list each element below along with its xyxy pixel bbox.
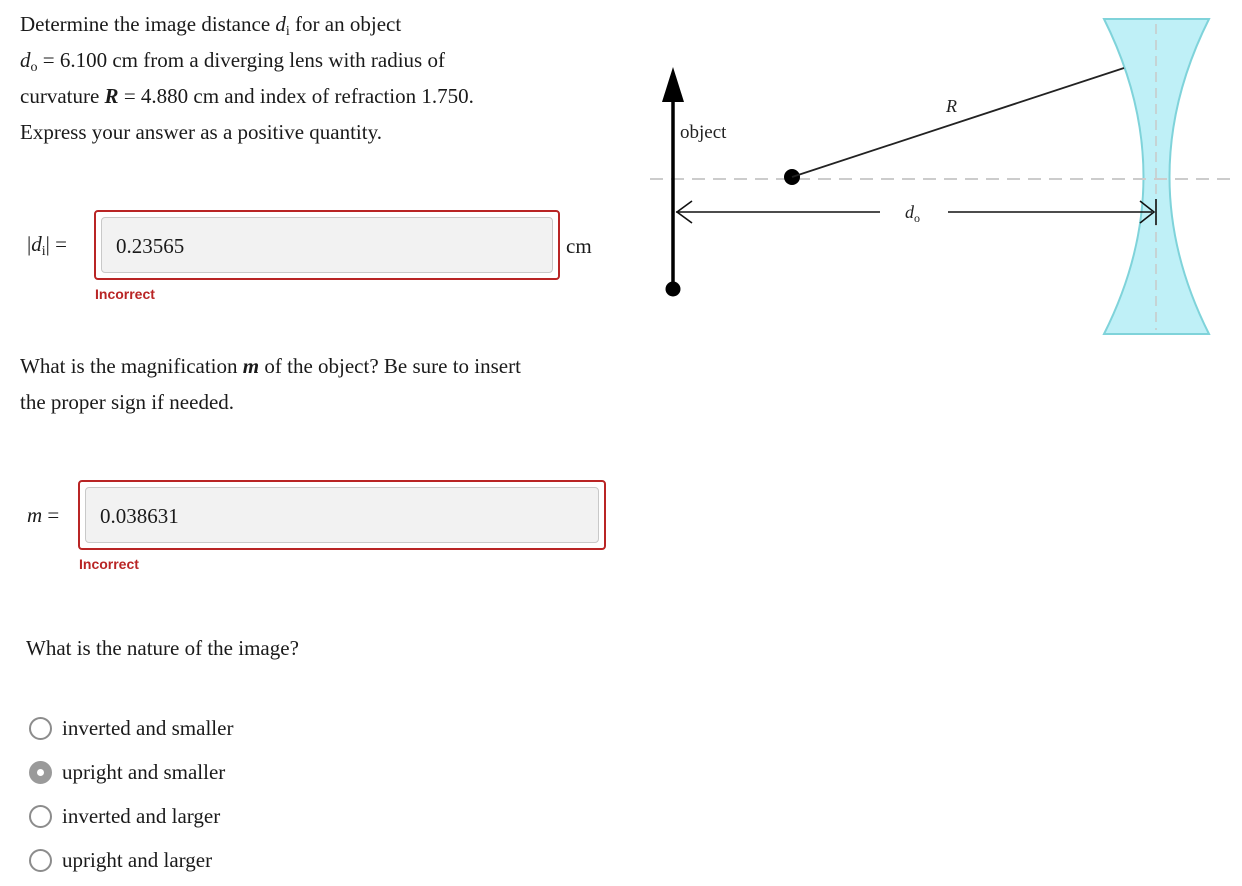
di-answer-input[interactable]: 0.23565: [101, 217, 553, 273]
option-upright-smaller[interactable]: upright and smaller: [29, 750, 233, 794]
question-1-line-3: curvature R = 4.880 cm and index of refraction 1.750.: [20, 84, 474, 108]
object-label: object: [680, 122, 727, 143]
option-upright-larger[interactable]: upright and larger: [29, 838, 233, 882]
question-3-text: What is the nature of the image?: [26, 636, 299, 660]
m-input-label: m =: [27, 503, 60, 527]
question-1-line-4: Express your answer as a positive quantity.: [20, 120, 382, 144]
distance-label: $d_o$: [905, 202, 920, 225]
question-1-line-1: Determine the image distance $d_i$ for an object: [20, 12, 402, 39]
m-feedback: Incorrect: [79, 556, 139, 572]
question-1-line-2: $d_o = 6.100$ cm from a diverging lens with radius of: [20, 48, 445, 75]
option-inverted-larger[interactable]: inverted and larger: [29, 794, 233, 838]
object-arrow-head: [662, 67, 684, 102]
di-feedback: Incorrect: [95, 286, 155, 302]
object-base-dot: [666, 282, 681, 297]
option-inverted-smaller[interactable]: inverted and smaller: [29, 706, 233, 750]
di-unit-label: cm: [566, 234, 592, 258]
question-2-line-2: the proper sign if needed.: [20, 390, 235, 414]
m-answer-input[interactable]: 0.038631: [85, 487, 599, 543]
question-2-line-1: What is the magnification m of the object? Be sure to insert: [20, 354, 521, 378]
radius-line: [792, 68, 1124, 177]
radius-label: R: [946, 96, 957, 116]
di-input-label: $|d_i|$ =: [27, 232, 67, 259]
